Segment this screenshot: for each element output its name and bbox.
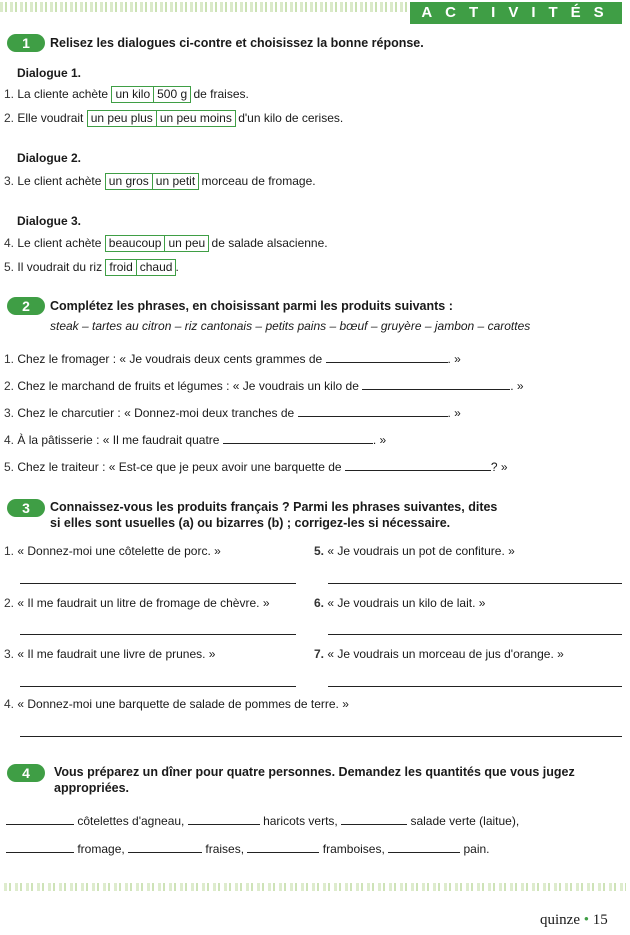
- item-text-before: Il voudrait du riz: [17, 260, 103, 274]
- ex2-item-5: [4, 458, 508, 474]
- choice-option[interactable]: froid: [105, 259, 136, 276]
- item-text: « Je voudrais un kilo de lait. »: [327, 596, 486, 610]
- choice-option[interactable]: un kilo: [111, 86, 154, 103]
- item-number: 4.: [4, 236, 15, 250]
- answer-blank[interactable]: [298, 404, 448, 417]
- decorative-top-band: [0, 2, 410, 12]
- exercise-3-instruction-line-1: Connaissez-vous les produits français ? Parmi les phrases suivantes, dites: [50, 500, 498, 514]
- food-item: fraises,: [205, 842, 245, 856]
- item-text-after: .: [175, 260, 179, 274]
- page-number: 15: [592, 912, 608, 928]
- item-number: 3.: [4, 406, 15, 420]
- item-text: « Je voudrais un pot de confiture. »: [327, 544, 515, 558]
- exercise-1-badge: 1: [7, 34, 45, 52]
- item-number: 5.: [4, 460, 15, 474]
- item-text-before: Le client achète: [17, 174, 102, 188]
- ex1-item-3: [4, 173, 316, 190]
- answer-blank[interactable]: [6, 812, 74, 825]
- choice-option[interactable]: un peu moins: [156, 110, 236, 127]
- item-text-before: Chez le marchand de fruits et légumes : « Je voudrais un kilo de: [17, 379, 359, 393]
- ex2-item-3: [4, 404, 461, 420]
- food-item: fromage,: [77, 842, 125, 856]
- item-number: 1.: [4, 352, 15, 366]
- ex4-row-1: [6, 812, 519, 828]
- ex1-item-4: [4, 235, 328, 252]
- answer-blank[interactable]: [388, 840, 460, 853]
- ex4-row-2: [6, 840, 490, 856]
- item-text-before: Chez le fromager : « Je voudrais deux cents grammes de: [17, 352, 323, 366]
- item-number: 3.: [4, 174, 15, 188]
- answer-blank[interactable]: [345, 458, 491, 471]
- ex1-item-5: [4, 259, 179, 276]
- item-number: 3.: [4, 647, 15, 661]
- product-list: steak – tartes au citron – riz cantonais – petits pains – bœuf – gruyère – jambon – carottes: [50, 319, 531, 333]
- ex1-item-2: [4, 110, 343, 127]
- ex3-item-5: [314, 544, 515, 558]
- dialogue-1-label: Dialogue 1.: [17, 66, 82, 80]
- answer-line[interactable]: [328, 686, 622, 687]
- exercise-1-instruction: Relisez les dialogues ci-contre et choisissez la bonne réponse.: [50, 36, 424, 50]
- item-text: « Donnez-moi une barquette de salade de pommes de terre. »: [17, 697, 349, 711]
- food-item: framboises,: [322, 842, 385, 856]
- ex1-item-1: [4, 86, 249, 103]
- item-text: « Donnez-moi une côtelette de porc. »: [17, 544, 221, 558]
- item-number: 2.: [4, 111, 15, 125]
- answer-blank[interactable]: [223, 431, 373, 444]
- answer-blank[interactable]: [362, 377, 510, 390]
- choice-option[interactable]: un gros: [105, 173, 153, 190]
- answer-blank[interactable]: [188, 812, 260, 825]
- choice-option[interactable]: un peu plus: [87, 110, 157, 127]
- item-text-before: Elle voudrait: [17, 111, 84, 125]
- item-number: 5.: [4, 260, 15, 274]
- item-text-after: . »: [372, 433, 387, 447]
- item-text-after: de fraises.: [193, 87, 249, 101]
- exercise-2-instruction: Complétez les phrases, en choisissant parmi les produits suivants :: [50, 299, 453, 313]
- exercise-2-badge: 2: [7, 297, 45, 315]
- choice-option[interactable]: un peu: [164, 235, 209, 252]
- section-header-activites: ACTIVITÉS: [410, 2, 622, 24]
- answer-blank[interactable]: [341, 812, 407, 825]
- choice-option[interactable]: un petit: [152, 173, 199, 190]
- item-text: « Je voudrais un morceau de jus d'orange. »: [327, 647, 564, 661]
- item-text-before: À la pâtisserie : « Il me faudrait quatre: [17, 433, 220, 447]
- decorative-bottom-band: [4, 883, 626, 891]
- item-number: 2.: [4, 596, 15, 610]
- ex2-item-1: [4, 350, 461, 366]
- item-text-after: ? »: [490, 460, 508, 474]
- ex3-item-1: [4, 544, 221, 558]
- choice-option[interactable]: beaucoup: [105, 235, 166, 252]
- item-text-after: de salade alsacienne.: [211, 236, 328, 250]
- dialogue-2-label: Dialogue 2.: [17, 151, 82, 165]
- exercise-3-badge: 3: [7, 499, 45, 517]
- answer-line[interactable]: [20, 736, 622, 737]
- bullet-icon: •: [583, 912, 589, 928]
- item-number: 5.: [314, 544, 325, 558]
- answer-line[interactable]: [328, 583, 622, 584]
- exercise-4-badge: 4: [7, 764, 45, 782]
- item-number: 2.: [4, 379, 15, 393]
- item-number: 4.: [4, 433, 15, 447]
- page-footer: [540, 912, 608, 929]
- item-number: 6.: [314, 596, 325, 610]
- exercise-4-instruction-line-2: appropriées.: [54, 781, 130, 795]
- answer-line[interactable]: [20, 686, 296, 687]
- item-text-after: . »: [447, 406, 461, 420]
- item-text-before: La cliente achète: [17, 87, 109, 101]
- item-text-before: Chez le charcutier : « Donnez-moi deux tranches de: [17, 406, 295, 420]
- item-text-after: morceau de fromage.: [201, 174, 316, 188]
- item-text-before: Chez le traiteur : « Est-ce que je peux avoir une barquette de: [17, 460, 342, 474]
- answer-blank[interactable]: [247, 840, 319, 853]
- answer-line[interactable]: [328, 634, 622, 635]
- ex3-item-2: [4, 596, 270, 610]
- ex2-item-2: [4, 377, 524, 393]
- ex3-item-6: [314, 596, 485, 610]
- item-number: 7.: [314, 647, 325, 661]
- answer-line[interactable]: [20, 583, 296, 584]
- choice-option[interactable]: chaud: [136, 259, 177, 276]
- item-number: 1.: [4, 87, 15, 101]
- dialogue-3-label: Dialogue 3.: [17, 214, 82, 228]
- item-text-after: . »: [510, 379, 524, 393]
- item-number: 1.: [4, 544, 15, 558]
- answer-blank[interactable]: [128, 840, 202, 853]
- item-text-after: . »: [447, 352, 461, 366]
- ex3-item-4: [4, 697, 349, 711]
- exercise-4-instruction-line-1: Vous préparez un dîner pour quatre personnes. Demandez les quantités que vous jugez: [54, 765, 575, 779]
- ex3-item-3: [4, 647, 215, 661]
- answer-blank[interactable]: [6, 840, 74, 853]
- ex2-item-4: [4, 431, 386, 447]
- item-text-before: Le client achète: [17, 236, 102, 250]
- item-number: 4.: [4, 697, 15, 711]
- food-item: salade verte (laitue),: [410, 814, 520, 828]
- item-text: « Il me faudrait un litre de fromage de chèvre. »: [17, 596, 270, 610]
- answer-line[interactable]: [20, 634, 296, 635]
- item-text-after: d'un kilo de cerises.: [238, 111, 344, 125]
- food-item: pain.: [463, 842, 490, 856]
- ex3-item-7: [314, 647, 564, 661]
- answer-blank[interactable]: [326, 350, 448, 363]
- exercise-3-instruction-line-2: si elles sont usuelles (a) ou bizarres (b) ; corrigez-les si nécessaire.: [50, 516, 451, 530]
- page-word: quinze: [540, 912, 580, 928]
- choice-option[interactable]: 500 g: [153, 86, 191, 103]
- item-text: « Il me faudrait une livre de prunes. »: [17, 647, 216, 661]
- food-item: côtelettes d'agneau,: [77, 814, 185, 828]
- food-item: haricots verts,: [263, 814, 338, 828]
